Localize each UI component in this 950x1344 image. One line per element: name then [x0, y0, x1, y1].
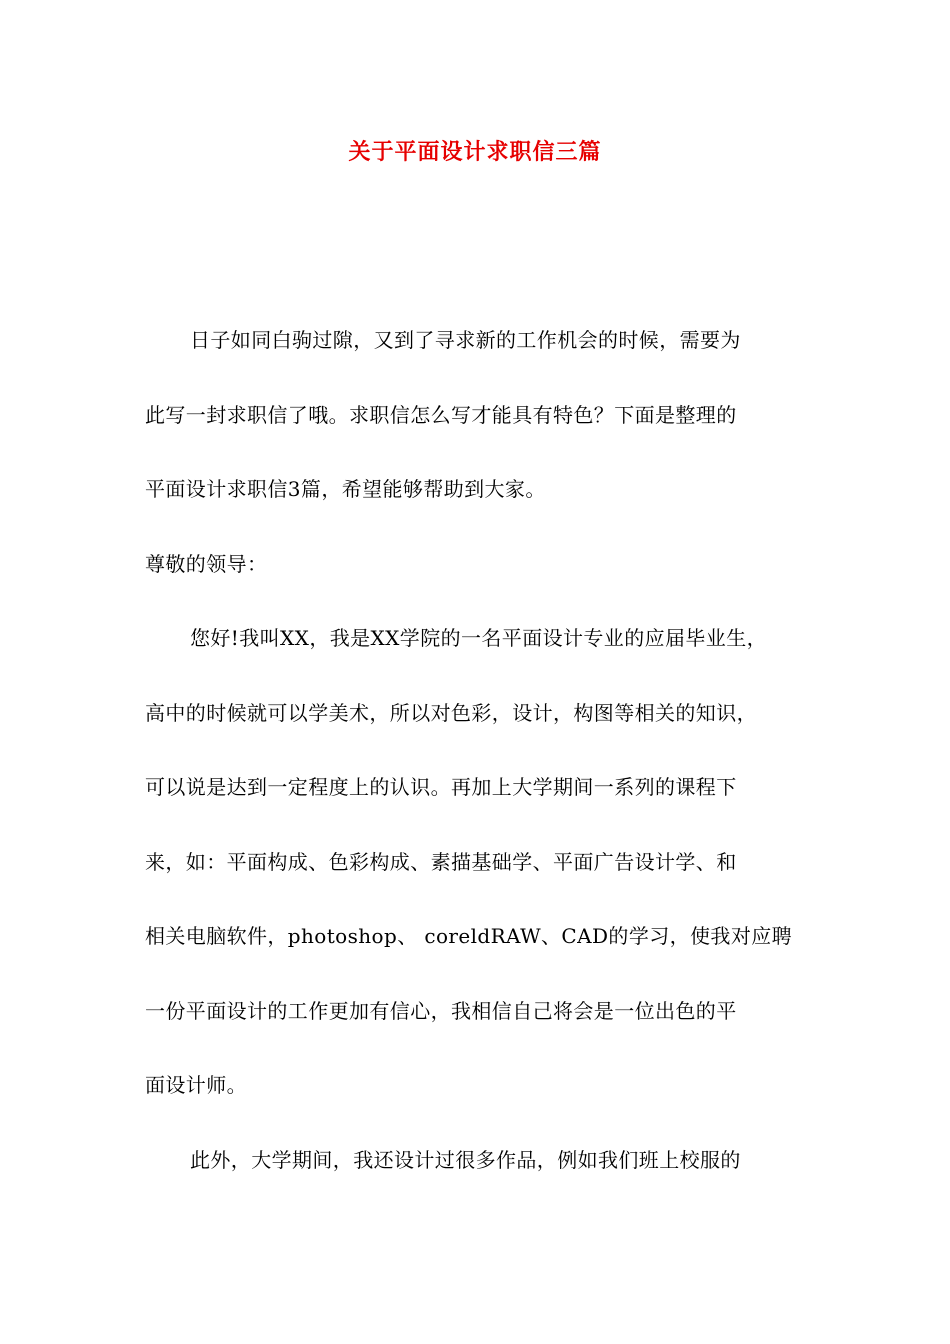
salutation: 尊敬的领导： [145, 551, 268, 576]
document-body [145, 319, 815, 1213]
paragraph-line: 来，如：平面构成、色彩构成、素描基础学、平面广告设计学、和 [145, 849, 737, 874]
paragraph-line: 此写一封求职信了哦。求职信怎么写才能具有特色？下面是整理的 [145, 402, 737, 427]
paragraph-line: 平面设计求职信3篇，希望能够帮助到大家。 [145, 477, 546, 501]
paragraph-line: 高中的时候就可以学美术，所以对色彩，设计，构图等相关的知识， [145, 700, 757, 725]
paragraph-line: 一份平面设计的工作更加有信心，我相信自己将会是一位出色的平 [145, 998, 737, 1023]
paragraph-line: 日子如同白驹过隙，又到了寻求新的工作机会的时候，需要为 [190, 328, 741, 352]
paragraph-line: 可以说是达到一定程度上的认识。再加上大学期间一系列的课程下 [145, 775, 737, 799]
paragraph-line: 此外，大学期间，我还设计过很多作品，例如我们班上校服的 [190, 1147, 741, 1172]
paragraph-line: 相关电脑软件，photoshop、 coreldRAW、CAD的学习，使我对应聘 [145, 924, 793, 948]
paragraph-line: 您好!我叫XX，我是XX学院的一名平面设计专业的应届毕业生， [190, 626, 767, 650]
paragraph-line: 面设计师。 [145, 1073, 247, 1097]
document-title: 关于平面设计求职信三篇 [348, 139, 602, 165]
